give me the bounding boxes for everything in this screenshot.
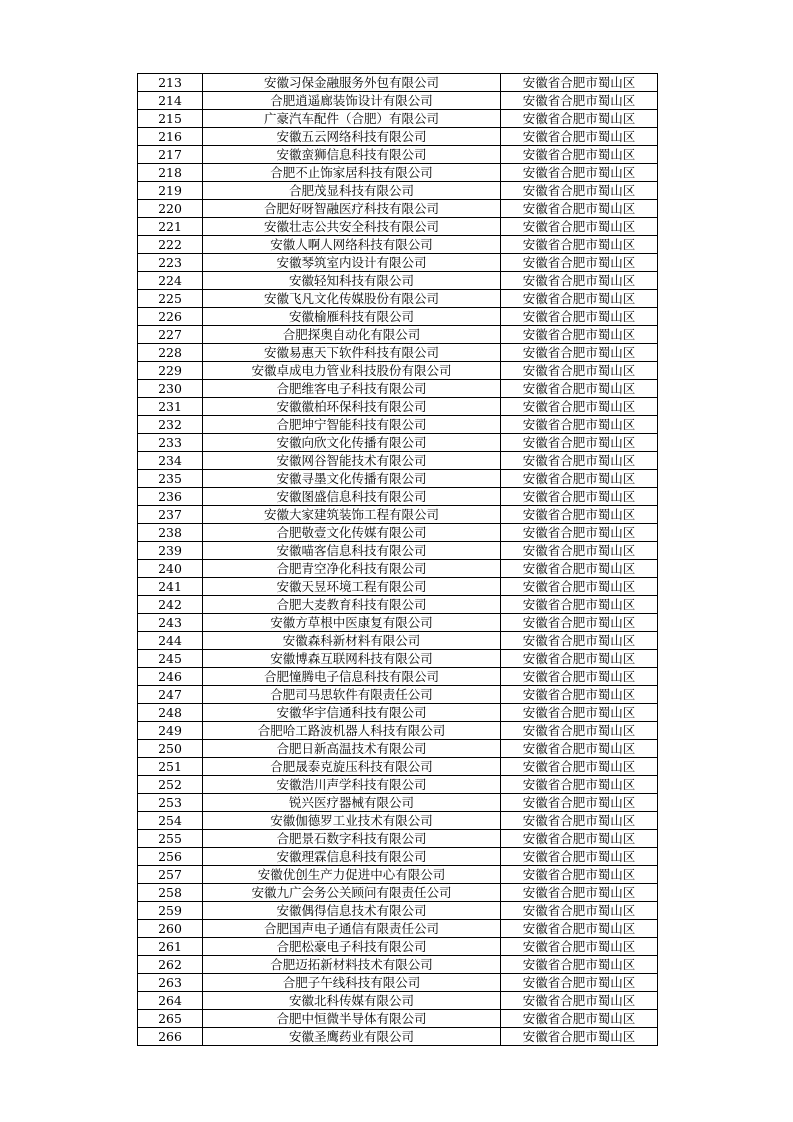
table-row [138, 650, 658, 668]
company-name-cell: 安徽人啊人网络科技有限公司 [203, 236, 501, 254]
region-cell: 安徽省合肥市蜀山区 [501, 866, 658, 884]
company-name-cell: 合肥坤宁智能科技有限公司 [203, 416, 501, 434]
company-name-cell: 安徽理霖信息科技有限公司 [203, 848, 501, 866]
region-cell: 安徽省合肥市蜀山区 [501, 74, 658, 92]
region-cell: 安徽省合肥市蜀山区 [501, 902, 658, 920]
row-number-cell: 243 [138, 614, 203, 632]
row-number-cell: 257 [138, 866, 203, 884]
table-row [138, 362, 658, 380]
table-row [138, 902, 658, 920]
company-name-cell: 安徽飞凡文化传媒股份有限公司 [203, 290, 501, 308]
table-row [138, 74, 658, 92]
row-number-cell: 232 [138, 416, 203, 434]
table-row [138, 470, 658, 488]
table-row [138, 542, 658, 560]
company-name-cell: 安徽天昱环境工程有限公司 [203, 578, 501, 596]
region-cell: 安徽省合肥市蜀山区 [501, 740, 658, 758]
table-row [138, 236, 658, 254]
company-name-cell: 安徽北科传媒有限公司 [203, 992, 501, 1010]
row-number-cell: 251 [138, 758, 203, 776]
company-name-cell: 安徽优创生产力促进中心有限公司 [203, 866, 501, 884]
table-row [138, 956, 658, 974]
row-number-cell: 245 [138, 650, 203, 668]
row-number-cell: 218 [138, 164, 203, 182]
company-name-cell: 安徽华宇信通科技有限公司 [203, 704, 501, 722]
table-row [138, 992, 658, 1010]
table-row [138, 1028, 658, 1046]
table-row [138, 848, 658, 866]
region-cell: 安徽省合肥市蜀山区 [501, 380, 658, 398]
region-cell: 安徽省合肥市蜀山区 [501, 758, 658, 776]
company-name-cell: 安徽向欣文化传播有限公司 [203, 434, 501, 452]
table-row [138, 974, 658, 992]
table-row [138, 866, 658, 884]
table-row [138, 758, 658, 776]
table-row [138, 668, 658, 686]
row-number-cell: 241 [138, 578, 203, 596]
row-number-cell: 228 [138, 344, 203, 362]
row-number-cell: 231 [138, 398, 203, 416]
table-row [138, 614, 658, 632]
company-name-cell: 合肥哈工路波机器人科技有限公司 [203, 722, 501, 740]
company-name-cell: 合肥中恒微半导体有限公司 [203, 1010, 501, 1028]
region-cell: 安徽省合肥市蜀山区 [501, 344, 658, 362]
company-name-cell: 合肥青空净化科技有限公司 [203, 560, 501, 578]
row-number-cell: 239 [138, 542, 203, 560]
company-name-cell: 合肥日新高温技术有限公司 [203, 740, 501, 758]
row-number-cell: 217 [138, 146, 203, 164]
company-name-cell: 合肥子午线科技有限公司 [203, 974, 501, 992]
row-number-cell: 230 [138, 380, 203, 398]
company-name-cell: 安徽喵客信息科技有限公司 [203, 542, 501, 560]
region-cell: 安徽省合肥市蜀山区 [501, 524, 658, 542]
region-cell: 安徽省合肥市蜀山区 [501, 668, 658, 686]
row-number-cell: 222 [138, 236, 203, 254]
region-cell: 安徽省合肥市蜀山区 [501, 722, 658, 740]
company-name-cell: 锐兴医疗器械有限公司 [203, 794, 501, 812]
row-number-cell: 256 [138, 848, 203, 866]
company-name-cell: 合肥逍遥廊装饰设计有限公司 [203, 92, 501, 110]
company-name-cell: 安徽圣鹰药业有限公司 [203, 1028, 501, 1046]
row-number-cell: 246 [138, 668, 203, 686]
region-cell: 安徽省合肥市蜀山区 [501, 704, 658, 722]
row-number-cell: 253 [138, 794, 203, 812]
company-name-cell: 安徽浩川声学科技有限公司 [203, 776, 501, 794]
company-name-cell: 安徽蛮狮信息科技有限公司 [203, 146, 501, 164]
region-cell: 安徽省合肥市蜀山区 [501, 956, 658, 974]
table-row [138, 794, 658, 812]
table-row [138, 506, 658, 524]
table-row [138, 182, 658, 200]
table-row [138, 596, 658, 614]
region-cell: 安徽省合肥市蜀山区 [501, 128, 658, 146]
table-row [138, 290, 658, 308]
row-number-cell: 224 [138, 272, 203, 290]
table-row [138, 920, 658, 938]
region-cell: 安徽省合肥市蜀山区 [501, 470, 658, 488]
region-cell: 安徽省合肥市蜀山区 [501, 416, 658, 434]
region-cell: 安徽省合肥市蜀山区 [501, 632, 658, 650]
region-cell: 安徽省合肥市蜀山区 [501, 560, 658, 578]
region-cell: 安徽省合肥市蜀山区 [501, 920, 658, 938]
company-name-cell: 合肥探奥自动化有限公司 [203, 326, 501, 344]
row-number-cell: 259 [138, 902, 203, 920]
table-row [138, 740, 658, 758]
region-cell: 安徽省合肥市蜀山区 [501, 614, 658, 632]
row-number-cell: 263 [138, 974, 203, 992]
table-row [138, 776, 658, 794]
table-row [138, 884, 658, 902]
row-number-cell: 264 [138, 992, 203, 1010]
region-cell: 安徽省合肥市蜀山区 [501, 596, 658, 614]
table-row [138, 1010, 658, 1028]
table-row [138, 218, 658, 236]
company-name-cell: 安徽森科新材料有限公司 [203, 632, 501, 650]
company-name-cell: 安徽习保金融服务外包有限公司 [203, 74, 501, 92]
region-cell: 安徽省合肥市蜀山区 [501, 686, 658, 704]
company-name-cell: 合肥维客电子科技有限公司 [203, 380, 501, 398]
table-row [138, 560, 658, 578]
company-name-cell: 广豪汽车配件（合肥）有限公司 [203, 110, 501, 128]
table-row [138, 380, 658, 398]
row-number-cell: 261 [138, 938, 203, 956]
table-row [138, 200, 658, 218]
region-cell: 安徽省合肥市蜀山区 [501, 146, 658, 164]
table-row [138, 488, 658, 506]
region-cell: 安徽省合肥市蜀山区 [501, 1010, 658, 1028]
region-cell: 安徽省合肥市蜀山区 [501, 506, 658, 524]
region-cell: 安徽省合肥市蜀山区 [501, 974, 658, 992]
row-number-cell: 240 [138, 560, 203, 578]
region-cell: 安徽省合肥市蜀山区 [501, 830, 658, 848]
region-cell: 安徽省合肥市蜀山区 [501, 488, 658, 506]
row-number-cell: 252 [138, 776, 203, 794]
region-cell: 安徽省合肥市蜀山区 [501, 218, 658, 236]
row-number-cell: 214 [138, 92, 203, 110]
region-cell: 安徽省合肥市蜀山区 [501, 254, 658, 272]
row-number-cell: 221 [138, 218, 203, 236]
region-cell: 安徽省合肥市蜀山区 [501, 326, 658, 344]
row-number-cell: 242 [138, 596, 203, 614]
company-name-cell: 安徽寻墨文化传播有限公司 [203, 470, 501, 488]
row-number-cell: 260 [138, 920, 203, 938]
row-number-cell: 229 [138, 362, 203, 380]
table-row [138, 92, 658, 110]
row-number-cell: 225 [138, 290, 203, 308]
table-row [138, 524, 658, 542]
row-number-cell: 236 [138, 488, 203, 506]
region-cell: 安徽省合肥市蜀山区 [501, 650, 658, 668]
row-number-cell: 254 [138, 812, 203, 830]
region-cell: 安徽省合肥市蜀山区 [501, 434, 658, 452]
company-name-cell: 安徽偶得信息技术有限公司 [203, 902, 501, 920]
row-number-cell: 235 [138, 470, 203, 488]
company-name-cell: 安徽琴筑室内设计有限公司 [203, 254, 501, 272]
row-number-cell: 226 [138, 308, 203, 326]
row-number-cell: 223 [138, 254, 203, 272]
table-row [138, 416, 658, 434]
table-row [138, 128, 658, 146]
region-cell: 安徽省合肥市蜀山区 [501, 110, 658, 128]
company-name-cell: 安徽博森互联网科技有限公司 [203, 650, 501, 668]
table-row [138, 812, 658, 830]
row-number-cell: 216 [138, 128, 203, 146]
region-cell: 安徽省合肥市蜀山区 [501, 272, 658, 290]
company-name-cell: 合肥松豪电子科技有限公司 [203, 938, 501, 956]
company-name-cell: 安徽榆雁科技有限公司 [203, 308, 501, 326]
table-row [138, 254, 658, 272]
region-cell: 安徽省合肥市蜀山区 [501, 182, 658, 200]
table-row [138, 308, 658, 326]
table-row [138, 146, 658, 164]
row-number-cell: 265 [138, 1010, 203, 1028]
table-row [138, 830, 658, 848]
row-number-cell: 227 [138, 326, 203, 344]
company-name-cell: 安徽易惠天下软件科技有限公司 [203, 344, 501, 362]
row-number-cell: 250 [138, 740, 203, 758]
table-row [138, 434, 658, 452]
region-cell: 安徽省合肥市蜀山区 [501, 884, 658, 902]
company-name-cell: 安徽卓成电力管业科技股份有限公司 [203, 362, 501, 380]
region-cell: 安徽省合肥市蜀山区 [501, 1028, 658, 1046]
company-name-cell: 合肥迈拓新材料技术有限公司 [203, 956, 501, 974]
company-name-cell: 安徽九广会务公关顾问有限责任公司 [203, 884, 501, 902]
company-name-cell: 合肥敬壹文化传媒有限公司 [203, 524, 501, 542]
region-cell: 安徽省合肥市蜀山区 [501, 290, 658, 308]
table-row [138, 578, 658, 596]
region-cell: 安徽省合肥市蜀山区 [501, 362, 658, 380]
region-cell: 安徽省合肥市蜀山区 [501, 776, 658, 794]
company-name-cell: 安徽徽柏环保科技有限公司 [203, 398, 501, 416]
company-name-cell: 安徽伽德罗工业技术有限公司 [203, 812, 501, 830]
row-number-cell: 234 [138, 452, 203, 470]
company-name-cell: 合肥好呀智融医疗科技有限公司 [203, 200, 501, 218]
company-name-cell: 安徽五云网络科技有限公司 [203, 128, 501, 146]
company-name-cell: 合肥国声电子通信有限责任公司 [203, 920, 501, 938]
table-row [138, 704, 658, 722]
table-row [138, 164, 658, 182]
row-number-cell: 262 [138, 956, 203, 974]
company-name-cell: 安徽图盛信息科技有限公司 [203, 488, 501, 506]
company-name-cell: 合肥不止饰家居科技有限公司 [203, 164, 501, 182]
region-cell: 安徽省合肥市蜀山区 [501, 236, 658, 254]
table-row [138, 110, 658, 128]
company-name-cell: 合肥景石数字科技有限公司 [203, 830, 501, 848]
company-table [137, 73, 658, 1046]
region-cell: 安徽省合肥市蜀山区 [501, 812, 658, 830]
row-number-cell: 248 [138, 704, 203, 722]
table-row [138, 326, 658, 344]
row-number-cell: 247 [138, 686, 203, 704]
table-row [138, 344, 658, 362]
company-name-cell: 合肥憧腾电子信息科技有限公司 [203, 668, 501, 686]
company-name-cell: 安徽壮志公共安全科技有限公司 [203, 218, 501, 236]
table-row [138, 398, 658, 416]
table-row [138, 452, 658, 470]
row-number-cell: 249 [138, 722, 203, 740]
table-row [138, 722, 658, 740]
row-number-cell: 220 [138, 200, 203, 218]
row-number-cell: 219 [138, 182, 203, 200]
row-number-cell: 244 [138, 632, 203, 650]
region-cell: 安徽省合肥市蜀山区 [501, 398, 658, 416]
table-row [138, 938, 658, 956]
company-name-cell: 合肥司马思软件有限责任公司 [203, 686, 501, 704]
row-number-cell: 237 [138, 506, 203, 524]
row-number-cell: 215 [138, 110, 203, 128]
row-number-cell: 266 [138, 1028, 203, 1046]
row-number-cell: 238 [138, 524, 203, 542]
row-number-cell: 258 [138, 884, 203, 902]
table-row [138, 272, 658, 290]
region-cell: 安徽省合肥市蜀山区 [501, 164, 658, 182]
table-row [138, 632, 658, 650]
region-cell: 安徽省合肥市蜀山区 [501, 992, 658, 1010]
company-name-cell: 合肥晟泰克旋压科技有限公司 [203, 758, 501, 776]
company-name-cell: 合肥茂显科技有限公司 [203, 182, 501, 200]
company-name-cell: 安徽方草根中医康复有限公司 [203, 614, 501, 632]
region-cell: 安徽省合肥市蜀山区 [501, 848, 658, 866]
row-number-cell: 233 [138, 434, 203, 452]
row-number-cell: 255 [138, 830, 203, 848]
region-cell: 安徽省合肥市蜀山区 [501, 200, 658, 218]
region-cell: 安徽省合肥市蜀山区 [501, 578, 658, 596]
region-cell: 安徽省合肥市蜀山区 [501, 794, 658, 812]
table-row [138, 686, 658, 704]
row-number-cell: 213 [138, 74, 203, 92]
company-name-cell: 安徽网谷智能技术有限公司 [203, 452, 501, 470]
company-table-body [138, 74, 658, 1046]
company-name-cell: 合肥大麦教育科技有限公司 [203, 596, 501, 614]
region-cell: 安徽省合肥市蜀山区 [501, 308, 658, 326]
company-name-cell: 安徽轻知科技有限公司 [203, 272, 501, 290]
company-name-cell: 安徽大家建筑装饰工程有限公司 [203, 506, 501, 524]
region-cell: 安徽省合肥市蜀山区 [501, 542, 658, 560]
region-cell: 安徽省合肥市蜀山区 [501, 938, 658, 956]
region-cell: 安徽省合肥市蜀山区 [501, 452, 658, 470]
region-cell: 安徽省合肥市蜀山区 [501, 92, 658, 110]
